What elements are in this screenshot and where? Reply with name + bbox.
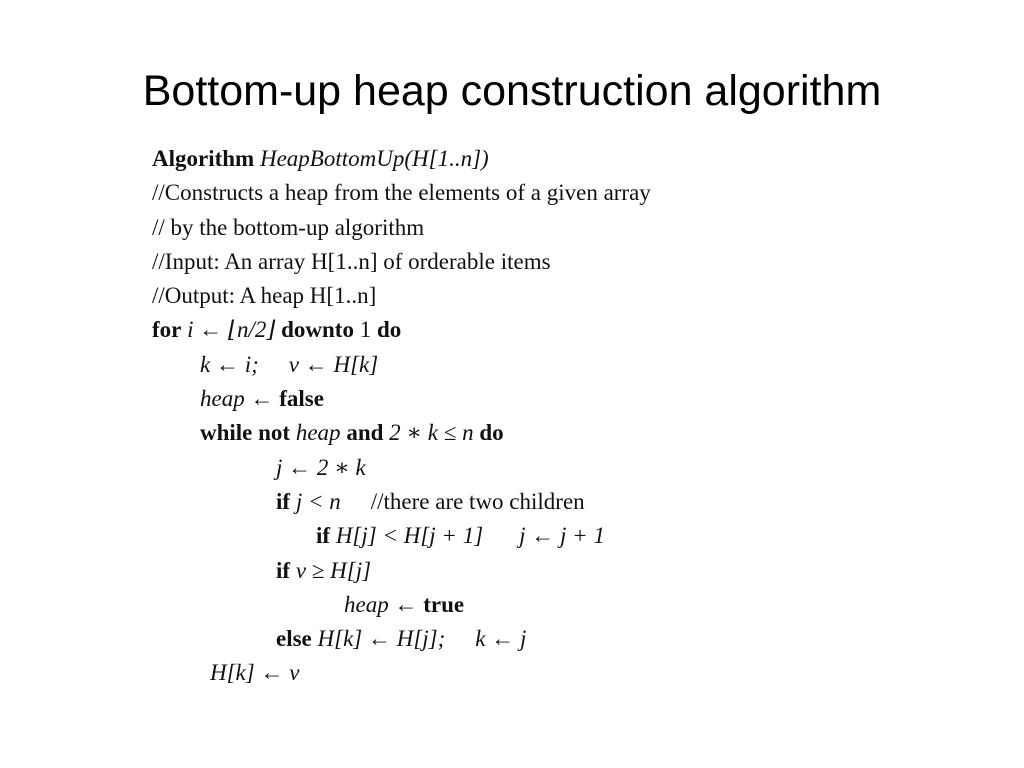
slide-title: Bottom-up heap construction algorithm	[142, 67, 882, 115]
algorithm-header-line	[152, 142, 872, 176]
for-loop-line	[152, 313, 872, 347]
keyword-while-not: while not	[200, 420, 291, 446]
compare-expr: H[j] < H[j + 1]	[335, 523, 484, 549]
if-two-children-line	[152, 485, 872, 519]
v-ge-expr: v ≥ H[j]	[295, 557, 372, 583]
keyword-downto: downto	[281, 317, 354, 343]
arrow-symbol: ←	[394, 591, 418, 617]
keyword-true: true	[423, 591, 465, 617]
keyword-and: and	[346, 420, 384, 446]
assign-k-j-expr: k ← j	[475, 626, 527, 652]
if-v-ge-line	[152, 554, 872, 588]
keyword-algorithm: Algorithm	[152, 146, 255, 171]
heap-false-line	[152, 382, 872, 416]
if-compare-children-line	[152, 519, 872, 553]
inline-comment: //there are two children	[370, 488, 585, 514]
assign-k: k ← i;	[200, 351, 259, 377]
algorithm-pseudocode	[152, 142, 872, 691]
assign-v: v ← H[k]	[288, 351, 379, 377]
if-condition-expr: j < n	[295, 488, 341, 514]
algorithm-name: HeapBottomUp	[259, 146, 405, 171]
arrow-symbol: ←	[250, 386, 274, 412]
var-heap: heap	[295, 420, 341, 446]
swap-expr: H[k] ← H[j];	[317, 626, 446, 652]
keyword-do: do	[376, 317, 402, 343]
increment-j-expr: j ← j + 1	[519, 523, 605, 549]
keyword-if: if	[276, 557, 291, 583]
final-assign-expr: H[k] ← v	[210, 660, 300, 686]
final-assignment-line	[152, 656, 872, 690]
else-line	[152, 622, 872, 656]
algorithm-params: (H[1..n])	[404, 146, 489, 171]
loop-bound: 1	[359, 317, 372, 343]
loop-init-expr: i ← ⌊n/2⌋	[187, 317, 276, 343]
assign-j-line	[152, 451, 872, 485]
keyword-do: do	[479, 420, 504, 446]
var-heap: heap	[344, 591, 389, 617]
while-loop-line	[152, 416, 872, 450]
input-comment-line: //Input: An array H[1..n] of orderable items	[152, 248, 551, 274]
comment-line: // by the bottom-up algorithm	[152, 214, 425, 240]
keyword-else: else	[276, 626, 312, 652]
comment-line: //Constructs a heap from the elements of a given array	[152, 180, 651, 206]
keyword-if: if	[316, 523, 331, 549]
heap-true-line	[152, 588, 872, 622]
assign-j-expr: j ← 2 ∗ k	[276, 454, 366, 480]
keyword-false: false	[279, 386, 324, 412]
output-comment-line: //Output: A heap H[1..n]	[152, 283, 377, 309]
keyword-for: for	[152, 317, 182, 343]
assignment-line	[152, 348, 872, 382]
keyword-if: if	[276, 488, 291, 514]
var-heap: heap	[200, 386, 245, 412]
while-condition-expr: 2 ∗ k ≤ n	[389, 420, 474, 446]
